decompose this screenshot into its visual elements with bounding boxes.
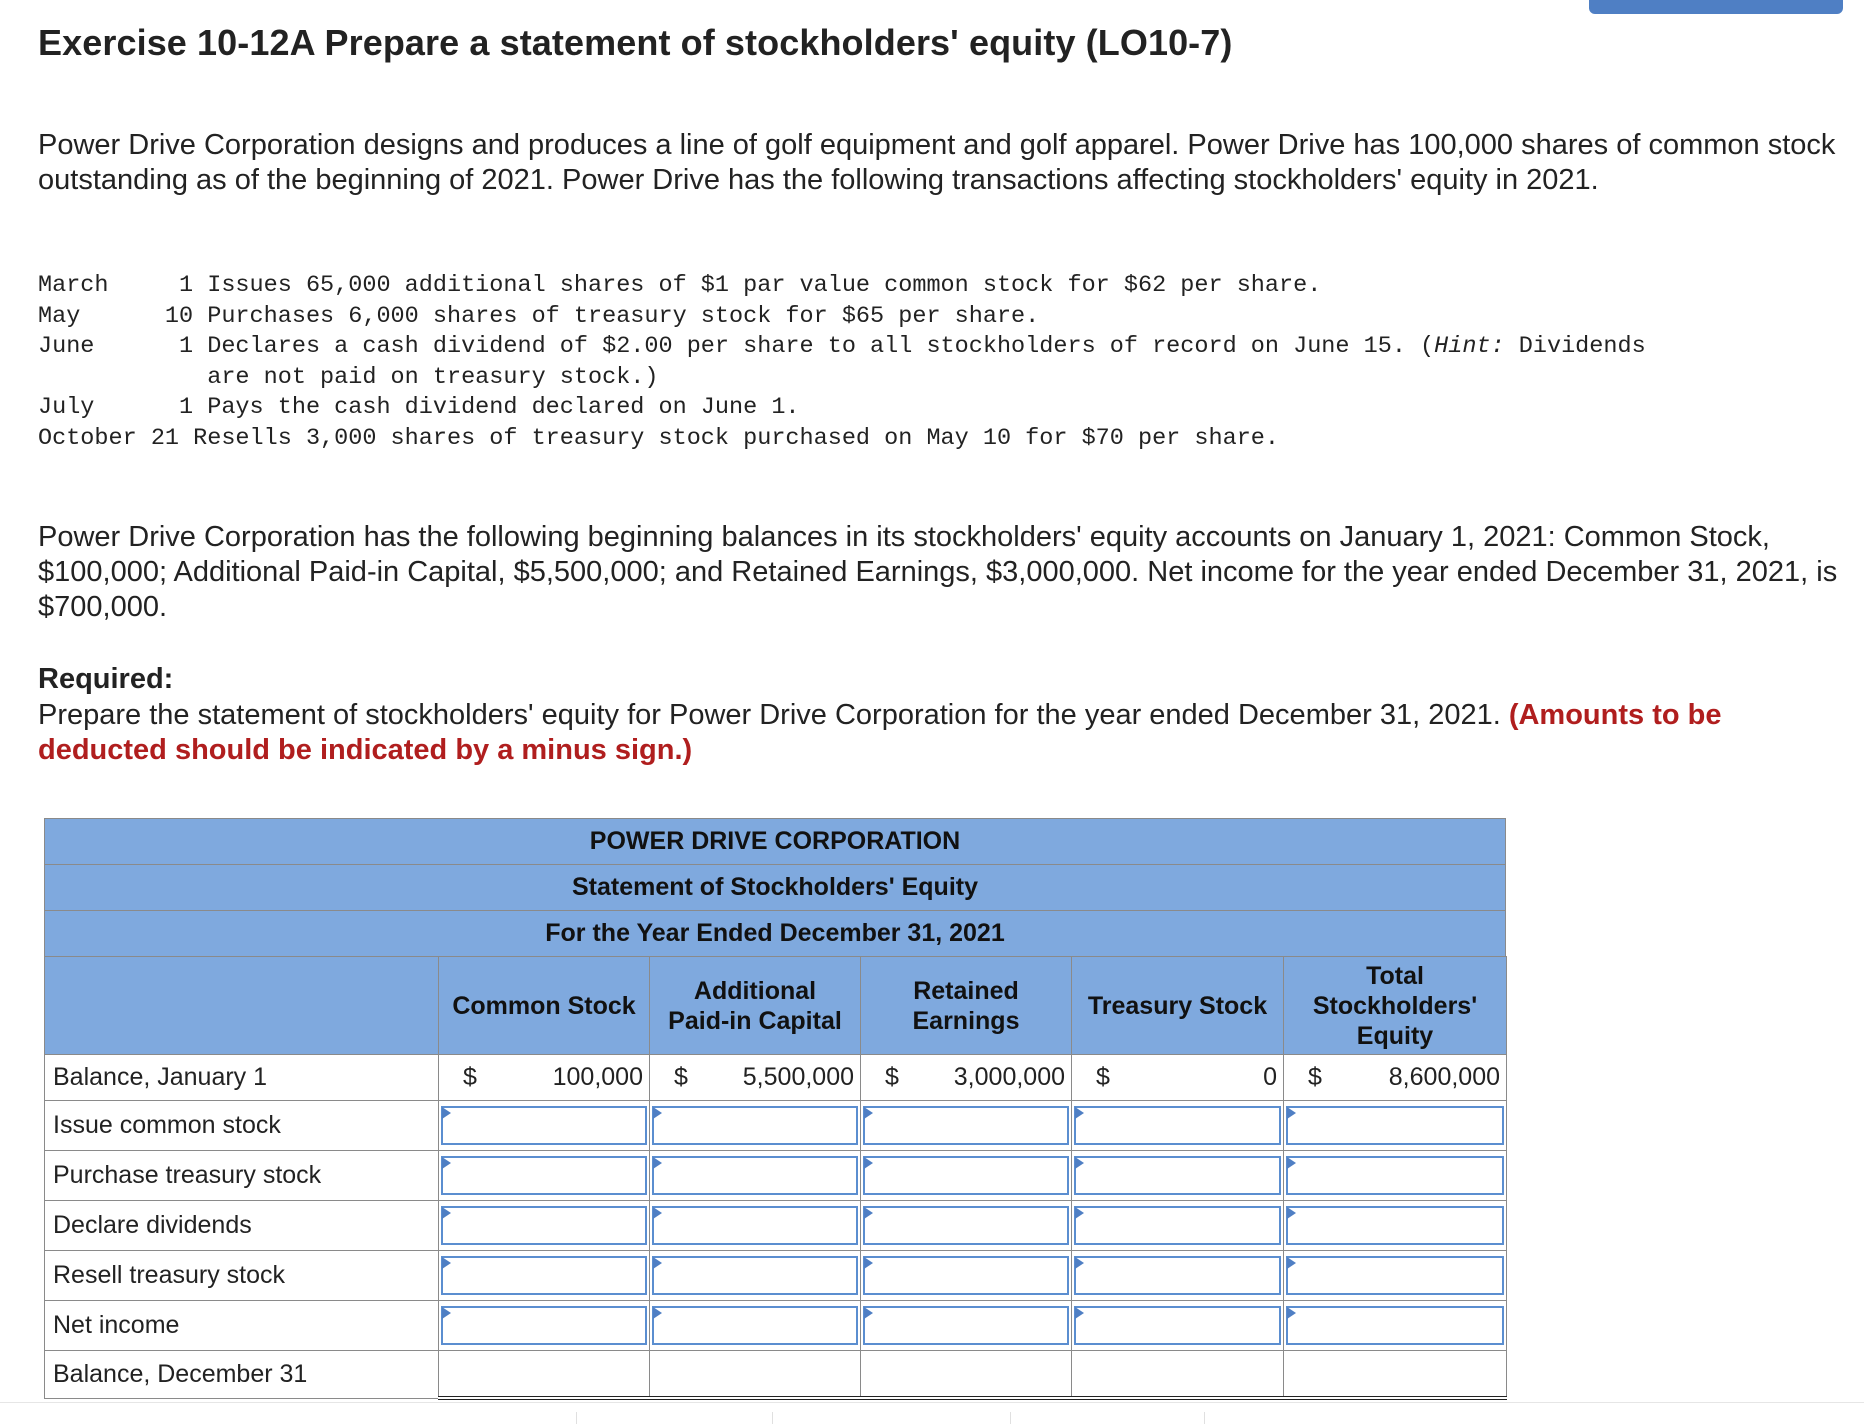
transaction-line: July 1 Pays the cash dividend declared on June 1. [38, 394, 800, 421]
amount-input[interactable] [652, 1206, 858, 1245]
stockholders-equity-statement [44, 818, 1506, 1400]
beginning-apic: $ 5,500,000 [650, 1055, 861, 1101]
col-retained-earnings: Retained Earnings [861, 957, 1072, 1055]
top-action-button[interactable] [1589, 0, 1843, 14]
table-row [45, 1201, 1507, 1251]
amount-input[interactable] [1074, 1156, 1281, 1195]
ending-balance-row [45, 1351, 1507, 1399]
amount-input[interactable] [1074, 1206, 1281, 1245]
ending-treasury-stock [1072, 1351, 1284, 1399]
intro-paragraph: Power Drive Corporation designs and produces a line of golf equipment and golf apparel. Power Drive has 100,000 shares of common stock outstanding as of the beginning of 2021. Power Drive has the following transactions affecting stockholders' equity in 2021. [38, 129, 1836, 196]
amount-input[interactable] [441, 1156, 647, 1195]
footer-divider [1010, 1412, 1011, 1424]
beginning-common-stock: $ 100,000 [439, 1055, 650, 1101]
page-title: Exercise 10-12A Prepare a statement of stockholders' equity (LO10-7) [38, 22, 1233, 63]
beginning-treasury-stock: $ 0 [1072, 1055, 1284, 1101]
amount-input[interactable] [652, 1106, 858, 1145]
row-label: Net income [45, 1301, 439, 1351]
transaction-line: June 1 Declares a cash dividend of $2.00 per share to all stockholders of record on June 15. (Hint: Dividends [38, 333, 1646, 360]
beginning-total: $ 8,600,000 [1284, 1055, 1507, 1101]
amount-input[interactable] [863, 1306, 1069, 1345]
hint-label: Hint: [1434, 333, 1505, 360]
row-label: Purchase treasury stock [45, 1151, 439, 1201]
amount-input[interactable] [441, 1256, 647, 1295]
transactions-list [38, 271, 1646, 454]
amount-input[interactable] [1286, 1206, 1504, 1245]
transaction-line: March 1 Issues 65,000 additional shares of $1 par value common stock for $62 per share. [38, 272, 1322, 299]
amount-input[interactable] [652, 1306, 858, 1345]
row-label: Balance, January 1 [45, 1055, 439, 1101]
footer-divider [576, 1412, 577, 1424]
amount-input[interactable] [863, 1106, 1069, 1145]
row-label: Issue common stock [45, 1101, 439, 1151]
row-label: Balance, December 31 [45, 1351, 439, 1399]
amount-input[interactable] [652, 1156, 858, 1195]
amount-input[interactable] [1074, 1256, 1281, 1295]
required-text: Prepare the statement of stockholders' equity for Power Drive Corporation for the year ended December 31, 2021. (Amounts to be deducted should be indicated by a minus sign.) [38, 699, 1722, 766]
ending-total [1284, 1351, 1507, 1399]
footer-divider [772, 1412, 773, 1424]
beginning-balance-row [45, 1055, 1507, 1101]
blank-header [45, 957, 439, 1055]
amount-input[interactable] [863, 1156, 1069, 1195]
statement-table [44, 956, 1507, 1400]
amount-input[interactable] [1074, 1306, 1281, 1345]
amount-input[interactable] [441, 1206, 647, 1245]
col-treasury-stock: Treasury Stock [1072, 957, 1284, 1055]
amount-input[interactable] [1074, 1106, 1281, 1145]
ending-apic [650, 1351, 861, 1399]
transaction-line: October 21 Resells 3,000 shares of treasury stock purchased on May 10 for $70 per share. [38, 424, 1280, 452]
col-apic: Additional Paid-in Capital [650, 957, 861, 1055]
table-row [45, 1301, 1507, 1351]
amount-input[interactable] [652, 1256, 858, 1295]
col-common-stock: Common Stock [439, 957, 650, 1055]
statement-company: POWER DRIVE CORPORATION [44, 818, 1506, 864]
amount-input[interactable] [1286, 1306, 1504, 1345]
column-header-row [45, 957, 1507, 1055]
beginning-retained-earnings: $ 3,000,000 [861, 1055, 1072, 1101]
footer-divider [0, 1402, 1864, 1403]
table-row [45, 1151, 1507, 1201]
amount-input[interactable] [863, 1256, 1069, 1295]
col-total-equity: Total Stockholders' Equity [1284, 957, 1507, 1055]
ending-retained-earnings [861, 1351, 1072, 1399]
transaction-line: May 10 Purchases 6,000 shares of treasury stock for $65 per share. [38, 302, 1040, 330]
statement-name: Statement of Stockholders' Equity [44, 864, 1506, 910]
transaction-line: are not paid on treasury stock.) [38, 363, 659, 391]
footer-divider [1204, 1412, 1205, 1424]
row-label: Resell treasury stock [45, 1251, 439, 1301]
amount-input[interactable] [863, 1206, 1069, 1245]
table-row [45, 1251, 1507, 1301]
table-row [45, 1101, 1507, 1151]
amount-input[interactable] [441, 1106, 647, 1145]
row-label: Declare dividends [45, 1201, 439, 1251]
statement-period: For the Year Ended December 31, 2021 [44, 910, 1506, 956]
required-heading: Required: [38, 663, 174, 695]
ending-common-stock [439, 1351, 650, 1399]
amount-input[interactable] [1286, 1106, 1504, 1145]
amount-input[interactable] [1286, 1256, 1504, 1295]
amount-input[interactable] [441, 1306, 647, 1345]
beginning-balances-paragraph: Power Drive Corporation has the following beginning balances in its stockholders' equity accounts on January 1, 2021: Common Stock, $100,000; Additional Paid-in Capital, $5,500,000; and Retained Earnings, $3,000,000. Net income for the year ended December 31, 2021, is $700,000. [38, 521, 1838, 623]
amount-input[interactable] [1286, 1156, 1504, 1195]
minus-sign-note: (Amounts to be deducted should be indicated by a minus sign.) [38, 699, 1722, 766]
